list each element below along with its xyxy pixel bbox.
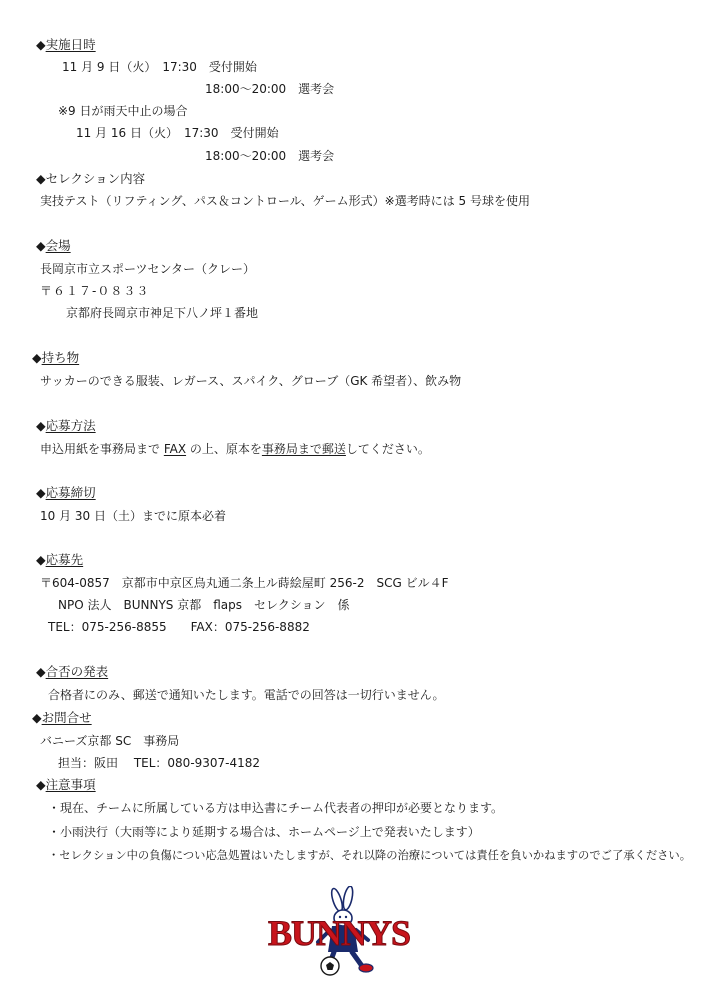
selection-heading: ◆セレクション内容: [36, 171, 146, 186]
deadline-heading: [36, 485, 96, 501]
schedule-date-2: 11 月 16 日（火） 17:30 受付開始: [76, 126, 279, 140]
apply-method-text-3: してください。: [345, 442, 430, 456]
apply-method-heading-label: 応募方法: [45, 418, 96, 433]
apply-to-heading-label: 応募先: [45, 552, 84, 567]
apply-to-org: NPO 法人 BUNNYS 京都 flaps セレクション 係: [58, 598, 350, 612]
note-item: ・セレクション中の負傷につい応急処置はいたしますが、それ以降の治療については責任を負いかねますのでご了承ください。: [48, 849, 692, 862]
items-heading: [32, 350, 79, 366]
inquiry-heading-label: お問合せ: [41, 710, 92, 725]
result-body: 合格者にのみ、郵送で通知いたします。電話での回答は一切行いません。: [48, 688, 445, 702]
diamond-bullet: ◆: [32, 350, 42, 365]
selection-body: 実技テスト（リフティング、パス＆コントロール、ゲーム形式）※選考時には 5 号球を使用: [40, 194, 530, 208]
rain-note: ※9 日が雨天中止の場合: [58, 104, 188, 118]
diamond-bullet: ◆: [36, 238, 46, 253]
schedule-heading-label: 実施日時: [45, 37, 96, 52]
items-body: サッカーのできる服装、レガース、スパイク、グローブ（GK 希望者）、飲み物: [40, 374, 462, 388]
fax-text: FAX: [163, 442, 187, 456]
inquiry-heading: [32, 710, 92, 726]
note-item: ・現在、チームに所属している方は申込書にチーム代表者の押印が必要となります。: [48, 801, 504, 815]
apply-method-text-2: の上、原本を: [186, 442, 262, 456]
deadline-heading-label: 応募締切: [45, 485, 96, 500]
venue-postal: 〒６１７-０８３３: [40, 284, 150, 298]
bunnys-logo-text: BUNNYS: [267, 913, 411, 953]
inquiry-contact: 担当：阪田 TEL：080-9307-4182: [58, 756, 261, 770]
schedule-date-1: 11 月 9 日（火） 17:30 受付開始: [62, 60, 257, 74]
venue-address: 京都府長岡京市神足下八ノ坪１番地: [66, 306, 259, 320]
apply-to-heading: [36, 552, 83, 568]
notes-heading-label: 注意事項: [45, 777, 96, 792]
apply-to-address: 〒604-0857 京都市中京区烏丸通二条上ル蒔絵屋町 256-2 SCG ビル４F: [40, 576, 449, 590]
note-item: ・小雨決行（大雨等により延期する場合は、ホームページ上で発表いたします）: [48, 825, 480, 839]
notes-heading: [36, 777, 96, 793]
result-heading-label: 合否の発表: [45, 664, 109, 679]
apply-method-body: [40, 441, 430, 457]
schedule-heading: [36, 37, 96, 53]
inquiry-org: バニーズ京都 SC 事務局: [40, 734, 180, 748]
diamond-bullet: ◆: [36, 418, 46, 433]
schedule-time-1: 18:00～20:00 選考会: [205, 82, 335, 96]
venue-heading-label: 会場: [45, 238, 71, 253]
diamond-bullet: ◆: [36, 37, 46, 52]
diamond-bullet: ◆: [36, 552, 46, 567]
venue-name: 長岡京市立スポーツセンター（クレー）: [40, 262, 256, 276]
apply-method-text-1: 申込用紙を事務局まで: [40, 442, 164, 456]
result-heading: [36, 664, 108, 680]
bunnys-logo: [258, 886, 420, 978]
diamond-bullet: ◆: [32, 710, 42, 725]
items-heading-label: 持ち物: [41, 350, 80, 365]
schedule-time-2: 18:00～20:00 選考会: [205, 149, 335, 163]
diamond-bullet: ◆: [36, 485, 46, 500]
venue-heading: [36, 238, 71, 254]
apply-to-contact: TEL：075-256-8855 FAX：075-256-8882: [48, 620, 310, 634]
apply-method-heading: [36, 418, 96, 434]
office-mail-text: 事務局まで郵送: [261, 442, 346, 456]
diamond-bullet: ◆: [36, 664, 46, 679]
deadline-body: 10 月 30 日（土）までに原本必着: [40, 509, 226, 523]
diamond-bullet: ◆: [36, 777, 46, 792]
